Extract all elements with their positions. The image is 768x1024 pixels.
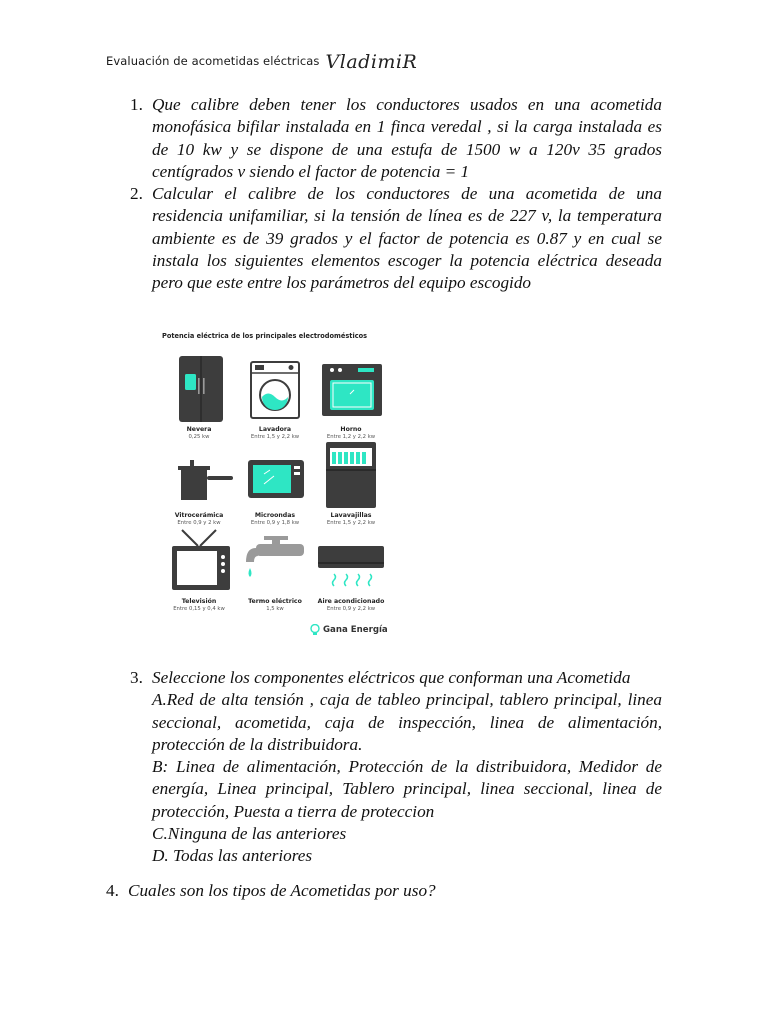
- lightbulb-icon: [310, 624, 320, 636]
- water-heater-icon: [234, 524, 316, 596]
- question-text: Calcular el calibre de los conductores de una acometida de una residencia unifamiliar, si la tensión de línea es de 227 v, la temperatura ambiente es de 39 grados y el factor de potencia es 0.87 y en cual se instala los siguientes elementos escoger la potencia eléctrica deseada pero que este entre los parámetros del equipo escogido: [152, 184, 662, 293]
- appliance-washing-machine: [234, 352, 316, 440]
- answer-option-b: B: Linea de alimentación, Protección de la distribuidora, Medidor de energía, Linea principal, Tablero principal, linea seccional, linea de protección, Puesta a tierra de proteccion: [152, 757, 662, 821]
- appliance-power-range: 0,25 kw: [188, 434, 210, 440]
- appliance-power-range: Entre 1,5 y 2,2 kw: [250, 434, 300, 440]
- appliance-name: Lavavajillas: [330, 512, 372, 519]
- document-title: Evaluación de acometidas eléctricas: [106, 54, 320, 68]
- appliance-power-range: 1,5 kw: [266, 606, 284, 612]
- question-number: 2.: [130, 184, 143, 203]
- question-number: 4.: [106, 881, 119, 900]
- question-3: [130, 667, 662, 868]
- appliance-power-range: Entre 0,9 y 1,8 kw: [250, 520, 300, 526]
- question-text: Cuales son los tipos de Acometidas por uso?: [128, 881, 436, 900]
- microwave-icon: [234, 438, 316, 510]
- answer-option-d: D. Todas las anteriores: [152, 846, 313, 866]
- question-4: [106, 880, 662, 902]
- appliance-television: [158, 524, 240, 612]
- appliance-oven: [310, 352, 392, 440]
- appliance-name: Lavadora: [258, 426, 292, 433]
- appliance-name: Termo eléctrico: [248, 598, 302, 605]
- fridge-icon: [158, 352, 240, 424]
- appliance-power-range: Entre 0,15 y 0,4 kw: [173, 606, 225, 612]
- appliance-power-range: Entre 1,5 y 2,2 kw: [326, 520, 376, 526]
- appliance-name: Vitrocerámica: [174, 512, 224, 519]
- appliance-name: Aire acondicionado: [317, 598, 385, 605]
- answer-option-a: A.Red de alta tensión , caja de tableo principal, tablero principal, linea seccional, acometida, caja de inspección, linea de alimentación, protección de la distribuidora.: [152, 690, 662, 754]
- question-1: [130, 94, 662, 183]
- appliance-name: Nevera: [186, 426, 212, 433]
- author-signature: VladimiR: [325, 51, 418, 73]
- brand-name: Gana Energía: [323, 625, 388, 635]
- washing-machine-icon: [234, 352, 316, 424]
- appliance-name: Horno: [340, 426, 362, 433]
- appliance-air-conditioner: [310, 524, 392, 612]
- question-text: Seleccione los componentes eléctricos que conforman una Acometida: [152, 668, 631, 687]
- infographic-title: Potencia eléctrica de los principales electrodomésticos: [162, 332, 368, 340]
- brand-logo: [310, 624, 388, 636]
- cooking-pot-icon: [158, 438, 240, 510]
- question-number: 1.: [130, 95, 143, 114]
- question-2: [130, 183, 662, 294]
- air-conditioner-icon: [310, 524, 392, 596]
- appliance-water-heater: [234, 524, 316, 612]
- question-body: [152, 667, 662, 868]
- appliance-power-infographic: [150, 318, 400, 644]
- question-text: Que calibre deben tener los conductores usados en una acometida monofásica bifilar instalada en 1 finca veredal , si la carga instalada es de 10 kw y se dispone de una estufa de 1500 w a 120v 35 grados centígrados v siendo el factor de potencia = 1: [152, 95, 662, 181]
- dishwasher-icon: [310, 438, 392, 510]
- appliance-name: Televisión: [181, 598, 217, 605]
- appliance-cooktop: [158, 438, 240, 526]
- question-number: 3.: [130, 668, 143, 687]
- appliance-power-range: Entre 0,9 y 2 kw: [177, 520, 221, 526]
- appliance-microwave: [234, 438, 316, 526]
- appliance-power-range: Entre 1,2 y 2,2 kw: [326, 434, 376, 440]
- television-icon: [158, 524, 240, 596]
- document-header: [106, 45, 417, 73]
- oven-icon: [310, 352, 392, 424]
- appliance-fridge: [158, 352, 240, 440]
- appliance-dishwasher: [310, 438, 392, 526]
- answer-option-c: C.Ninguna de las anteriores: [152, 824, 347, 844]
- appliance-name: Microondas: [254, 512, 296, 519]
- appliance-power-range: Entre 0,9 y 2,2 kw: [326, 606, 376, 612]
